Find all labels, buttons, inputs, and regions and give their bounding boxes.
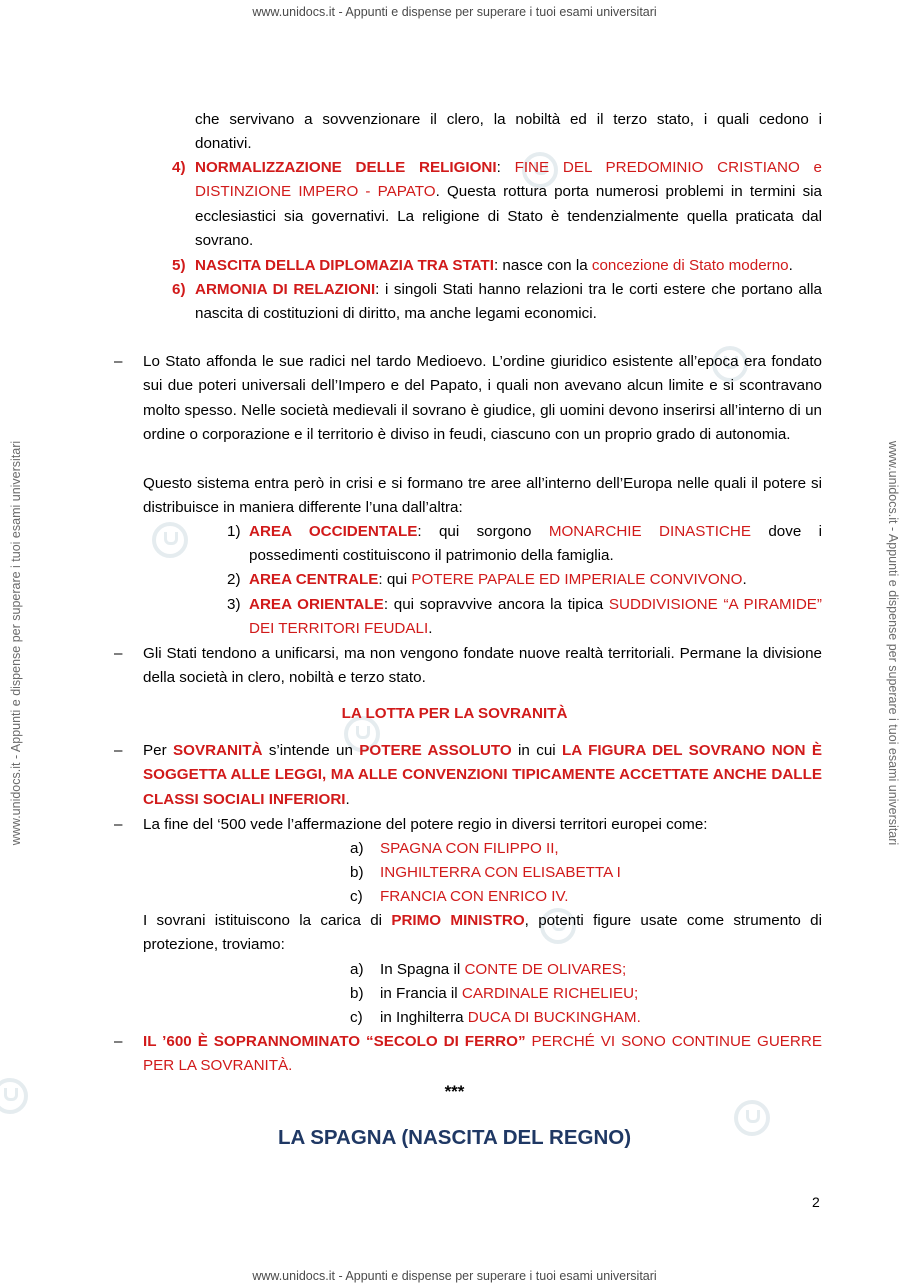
- list-continuation: che servivano a sovvenzionare il clero, la nobiltà ed il terzo stato, i quali cedono i: [195, 111, 822, 128]
- list-item-francia: FRANCIA CON ENRICO IV.: [380, 888, 569, 905]
- area-orientale: AREA ORIENTALE: qui sopravvive ancora la tipica SUDDIVISIONE “A PIRAMIDE” DEI TERRITORI FEUDALI.: [249, 596, 822, 638]
- area-number: 2): [227, 571, 241, 588]
- list-continuation-end: donativi.: [195, 135, 252, 152]
- watermark-bottom: www.unidocs.it - Appunti e dispense per superare i tuoi esami universitari: [252, 1269, 657, 1283]
- area-centrale: AREA CENTRALE: qui POTERE PAPALE ED IMPERIALE CONVIVONO.: [249, 571, 747, 588]
- list-label: a): [350, 961, 364, 978]
- bullet-dash: –: [114, 645, 123, 662]
- paragraph-primo-ministro: I sovrani istituiscono la carica di PRIMO MINISTRO, potenti figure usate come strumento di protezione, troviamo:: [143, 912, 822, 954]
- list-label: c): [350, 888, 363, 905]
- separator: ***: [444, 1082, 465, 1101]
- list-number: 4): [172, 159, 186, 176]
- chapter-title: LA SPAGNA (NASCITA DEL REGNO): [277, 1126, 632, 1149]
- area-number: 1): [227, 523, 241, 540]
- list-item-buckingham: in Inghilterra DUCA DI BUCKINGHAM.: [380, 1009, 641, 1026]
- list-number: 6): [172, 281, 186, 298]
- list-item-armonia: ARMONIA DI RELAZIONI: i singoli Stati hanno relazioni tra le corti estere che portano alla nascita di costituzioni di diritto, ma anche legami economici.: [195, 281, 822, 323]
- list-label: b): [350, 864, 364, 881]
- area-occidentale: AREA OCCIDENTALE: qui sorgono MONARCHIE DINASTICHE dove i possedimenti costituiscono il patrimonio della famiglia.: [249, 523, 823, 565]
- bullet-dash: –: [114, 353, 123, 370]
- area-number: 3): [227, 596, 241, 613]
- watermark-left: www.unidocs.it - Appunti e dispense per superare i tuoi esami universitari: [8, 440, 23, 846]
- section-title: LA LOTTA PER LA SOVRANITÀ: [341, 705, 568, 722]
- bullet-dash: –: [114, 816, 123, 833]
- list-label: b): [350, 985, 364, 1002]
- list-item-diplomazia: NASCITA DELLA DIPLOMAZIA TRA STATI: nasce con la concezione di Stato moderno.: [195, 257, 793, 274]
- paragraph-unificazione: Gli Stati tendono a unificarsi, ma non vengono fondate nuove realtà territoriali. Permane la divisione della società in clero, nobiltà e terzo stato.: [143, 645, 822, 687]
- paragraph-secolo-di-ferro: IL ’600 È SOPRANNOMINATO “SECOLO DI FERRO” PERCHÉ VI SONO CONTINUE GUERRE PER LA SOVRANITÀ.: [143, 1033, 822, 1075]
- unidocs-logo-icon: [152, 522, 188, 558]
- paragraph-medioevo: Lo Stato affonda le sue radici nel tardo Medioevo. L’ordine giuridico esistente all’epoca era fondato sui due poteri universali dell’Impero e del Papato, i quali non avevano alcun limite e si scontravano molto spesso. Nelle società medievali il sovrano è giudice, gli uomini devono inserirsi all’interno di un ordine o corporazione e il territorio è diviso in feudi, ciascuno con un proprio grado di autonomia.: [143, 353, 822, 444]
- list-item-richelieu: in Francia il CARDINALE RICHELIEU;: [380, 985, 639, 1002]
- paragraph-fine-500: La fine del ‘500 vede l’affermazione del potere regio in diversi territori europei come:: [143, 816, 708, 833]
- list-item-olivares: In Spagna il CONTE DE OLIVARES;: [380, 961, 627, 978]
- list-item-spagna: SPAGNA CON FILIPPO II,: [380, 840, 559, 857]
- paragraph-sovranita: Per SOVRANITÀ s’intende un POTERE ASSOLUTO in cui LA FIGURA DEL SOVRANO NON È SOGGETTA ALLE LEGGI, MA ALLE CONVENZIONI TIPICAMENTE ACCETTATE ANCHE DALLE CLASSI SOCIALI INFERIORI.: [143, 742, 822, 808]
- page-number: 2: [812, 1194, 820, 1210]
- list-number: 5): [172, 257, 186, 274]
- list-item-religioni: NORMALIZZAZIONE DELLE RELIGIONI: FINE DEL PREDOMINIO CRISTIANO e DISTINZIONE IMPERO - PAPATO. Questa rottura porta numerosi problemi in termini sia ecclesiastici sia governativi. La religione di Stato è tendenzialmente quella praticata dal sovrano.: [195, 159, 822, 250]
- bullet-dash: –: [114, 742, 123, 759]
- watermark-top: www.unidocs.it - Appunti e dispense per superare i tuoi esami universitari: [252, 5, 657, 19]
- list-label: a): [350, 840, 364, 857]
- watermark-right: www.unidocs.it - Appunti e dispense per superare i tuoi esami universitari: [886, 440, 901, 846]
- paragraph-crisi: Questo sistema entra però in crisi e si formano tre aree all’interno dell’Europa nelle quali il potere si distribuisce in maniera differente l’una dall’altra:: [143, 475, 822, 517]
- bullet-dash: –: [114, 1033, 123, 1050]
- list-item-inghilterra: INGHILTERRA CON ELISABETTA I: [380, 864, 621, 881]
- list-label: c): [350, 1009, 363, 1026]
